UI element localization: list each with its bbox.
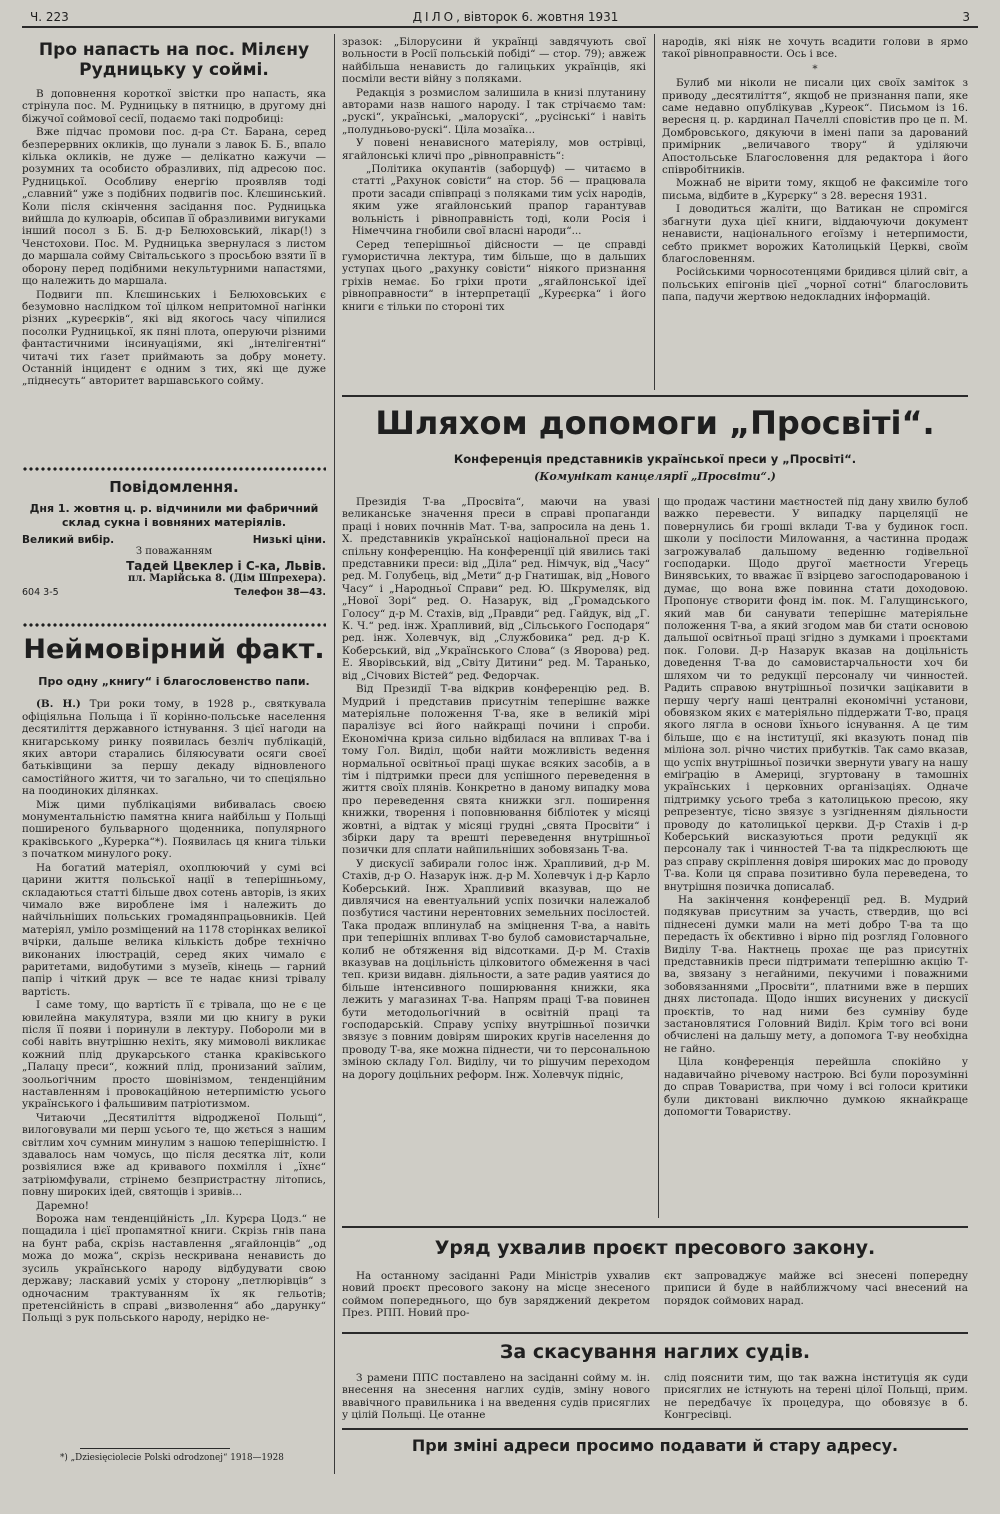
paragraph: Читаючи „Десятиліття відродженої Польщі“, вилоговували ми перш усього те, що жється з нашим світлим хоч сумним минулим з нашою теперішністю. І здавалось нам чомусь, що після десятка літ, коли розвіялися вже ад кривавого похмілля і „їхнє“ затріюмфували, стрінемо безпристрастну літопись, повну широких ідей, святощів і зривів... <box>22 1111 326 1199</box>
article-prosvita-col2 <box>664 496 968 1119</box>
article-subtitle: Конференція представників української преси у „Просвіті“. <box>453 452 857 466</box>
article-subtitle: Про одну „книгу“ і благословенство папи. <box>38 675 310 688</box>
article-note: (Комунікат канцелярії „Просвіти“.) <box>534 470 776 483</box>
paragraph: На богатий матеріял, охоплюючий у сумі всі царини життя польської нації в теперішньому, складаються статті більше двох сотень авторів, із яких чимало вже вироблене імя і належить до найчільніших польських громадянпрацьовників. Цей матеріял, уміло розміщений на 1178 сторінках великої вчірки, дальше велика кількість добре технічно виконаних ілюстрацій, серед яких чимало є раритетами, видобутими з музеїв, кінець — гарний папір і чіткий друк — все те надає книзі трівалу вартість. <box>22 861 326 998</box>
article-title: Шляхом допомоги „Просвіті“. <box>375 404 935 442</box>
paragraph: Три роки тому, в 1928 р., святкувала офіціяльна Польща і її корінно-польське населення десятиліття державного істнування. З цієї нагоди на книгарському ринку появилась безліч публікацій, яких автори старались біляюсувати осяги своєї батьківщини за першу декаду відновленого самостійного життя, чи то загально, чи то спеціяльно на поодиноких ділянках. <box>22 698 326 798</box>
paragraph: На останному засіданні Ради Міністрів ухвалив новий проєкт пресового закону на місце знесеного соймом попереднього, що був заряджений декретом През. РПП. Новий про- <box>342 1270 650 1320</box>
paragraph: У повені ненависного матеріялу, мов острівці, ягайлонські кличі про „рівноправність“: <box>342 137 646 162</box>
newspaper-name: ДІЛО <box>412 10 457 24</box>
notice-phone: Телефон 38—43. <box>234 586 326 598</box>
footer-notice: При зміні адреси просимо подавати й стару адресу. <box>411 1436 899 1455</box>
article-fact-end <box>662 36 968 305</box>
notice-title: Повідомлення. <box>109 478 239 496</box>
paragraph: Російськими чорносотенцями бридився цілий світ, а польських епігонів цієї „чорної сотні“ благословить папа, падучи жертвою недокладних інформацій. <box>662 266 968 304</box>
paragraph: Ціла конференція перейшла спокійно у надавичайно річевому настрою. Всі були порозумінні до справ Товариства, при чому і всі голоси критики були диктовані виключно думкою якнайкраще допомогти Товариству. <box>664 1056 968 1118</box>
issue-date: вівторок 6. жовтня 1931 <box>463 10 619 24</box>
asterisk-separator: * <box>812 62 818 75</box>
notice-ad <box>22 478 326 599</box>
section-divider <box>342 1332 968 1334</box>
article-courts-col1 <box>342 1372 650 1423</box>
paragraph: На закінчення конференції ред. В. Мудрий подякував присутним за участь, ствердив, що всі піднесені думки мали на меті добро Т-ва та що передасть їх обєктивно і вірно під розгляд Головного Виділу Т-ва. Нактнець прохає ще раз присутніх представників преси підтримати теперішню акцію Т-ва, звязану з негайними, пекучими і поважними зобовязаннями „Просвіти“, платними вже в перших днях листопада. Щодо інших висунених у дискусії проєктів, то над ними без сумніву буде застановлятися Головний Виділ. Крім того всі вони обчислені на дальшу мету, а допомога Т-ву необхідна не гайно. <box>664 894 968 1055</box>
notice-regards: З поважанням <box>135 546 213 558</box>
paragraph: І саме тому, що вартість її є трівала, що не є це ювилейна макулятура, взяли ми цю книгу в руки після її появи і поринули в лектуру. Побороли ми в собі навіть внутрішню нехіть, яку мимоволі викликає кожний плід друкарського станка краківського „Палацу преси“, кожний плід, пронизаний заїлим, зоольогічним просто шовінізмом, тенденційним наставленням і провокаційною нетерпимістю усього українського і фальшивим патріотизмом. <box>22 999 326 1111</box>
notice-text: Дня 1. жовтня ц. р. відчинили ми фабричний склад сукна і вовняних матеріялів. <box>29 502 319 529</box>
paragraph: Редакція з розмислом залишила в книзі плутанину авторами назв нашого народу. І так стрічаємо там: „рускі“, українські, „малорускі“, „русінські“ і навіть „полудньово-рускі“. Ціла мозаїка... <box>342 86 646 136</box>
article-press-law-col2 <box>664 1270 968 1308</box>
quotation: „Політика окупантів (заборцуф) — читаємо в статті „Рахунок совісти“ на стор. 56 — працювала проти засади співпраці з поляками тим усіх народів, яким уже ягайлонський прапор гарантував вольність і рівноправність тоді, коли Росія і Німеччина гнобили свої власні народи“... <box>352 163 646 238</box>
article-fact-continued <box>342 36 646 314</box>
footnote: *) „Dziesięciolecie Polski odrodzonej“ 1918—1928 <box>60 1453 284 1463</box>
paragraph: І доводиться жаліти, що Ватикан не спромігся збагнути духа цієї книги, віддаючуючи документ ненависти, національного егоїзму і нетерпимости, себто прикмет ворожих Католицькій Церкві, своїм благословенням. <box>662 203 968 265</box>
footnote-rule <box>80 1448 230 1449</box>
column-rule <box>658 498 659 1218</box>
section-divider <box>342 395 968 397</box>
article-courts-col2 <box>664 1372 968 1423</box>
article-title: Уряд ухвалив проєкт пресового закону. <box>434 1237 876 1259</box>
page-header <box>22 8 978 28</box>
paragraph: З рамени ППС поставлено на засіданні сойму м. ін. внесення на знесення наглих судів, зміну нового ввавічного правильника і на введення судів присяглих у цілій Польщі. Це отанне <box>342 1372 650 1422</box>
page-number: 3 <box>962 10 970 24</box>
masthead-line: ДІЛО, вівторок 6. жовтня 1931 <box>412 10 619 24</box>
paragraph: Між цими публікаціями вибивалась своєю монументальністю памятна книга найбільш у Польщі поширеного бульварного щоденника, популярного краківського „Курерка“*). Появилась ця книга тільки з початком минулого року. <box>22 798 326 861</box>
paragraph: Подвиги пп. Клєшинських і Белюховських є безумовно наслідком тої цілком непритомної нагінки різних „куреєрків“, які від якогось часу чіпилися посолки Рудницької, як пяні плота, оперуючи різними фантастичними інсинуаціями, які „інтелігентні“ читачі тих ґазет приймають за добру монету. Останній інцидент є одним з тих, які ще дуже „піднесуть“ авторитет варшавського сойму. <box>22 288 326 388</box>
paragraph: У дискусії забирали голос інж. Храпливий, д-р М. Стахів, д-р О. Назарук інж. д-р М. Холевчук і д-р Карло Коберський. Інж. Храпливий вказував, що не дивлячися на евентуальний успіх позички належалоб позбутися частини нерентовних земельних посілостей. Така продаж вплинулаб на зміцнення Т-ва, а навіть при теперішніх впливах Т-во булоб самовистарчальне, колиб не обтяження від відсотками. Д-р М. Стахів вказував на доцільність цілковитого обмеження в часі теп. кризи видавн. діяльности, а зате радив уаятися до більше інтенсивного поширювання книжки, яка лежить у магазинах Т-ва. Напрям праці Т-ва повинен бути методольогічний в освітній праці та господарській. Справу успіху внутрішньої позички звязує з повним довірям широких кругів населення до проводу Т-ва, яке можна піднести, чи то персональною зміною складу Гол. Виділу, чи то рішучим переходом на дорогу доцільних реформ. Інж. Холевчук підніс, <box>342 857 650 1081</box>
article-title: Неймовірний факт. <box>23 634 325 665</box>
paragraph: що продаж частини маєтностей під дану хвилю булоб важко перевести. У випадку парцеляції не повернулись би гроші вклади Т-ва у будинок госп. школи у посілости Милowання, а частинна продаж загрожувалаб дальшому веденню годівельної господарки. Щодо другої маєтности Угерець Винявських, то вважає її взірцево загосподарованою і думає, що вона вже повинна стати доходовою. Пропонує створити фонд ім. пок. М. Галущинського, який мав би санувати теперішнє матеріяльне положення Т-ва, а який згодом мав би стати основою дальшої освітньої праці згідно з думками і проєктами пок. Голови. Д-р Назарук вказав на доцільність доведення Т-ва до самовистарчальности хоч би шляхом чи то редукції персоналу чи чинностей. Радить справою внутрішньої позички зацікавити в першу черґу наші централні економічні установи, обовязком яких є матеріяльно піддержати Т-во, праця якого лягла в основи їхнього існування. А це тим більше, що є на інституції, які вказують понад пів міліона зол. річно чистих прибутків. Так само вказав, що успіх внутрішньої позички звернути увагу на нашу еміґрацію в Америці, згуртовану в тамошніх українських і церковних організаціях. Одначе підтримку усього треба з католицькою пресою, яку репрезентує, тісно звязує з узгідненням діяльности проводу до католицької церкви. Д-р Стахів і д-р Коберський висказуються проти редукції як персоналу так і чинностей Т-ва та підкреслюють ще раз справу скріплення довіря широких мас до проводу Т-ва. Коли ця справа позитивно була переведена, то внутрішня позичка дописалаб. <box>664 496 968 893</box>
paragraph: Булиб ми ніколи не писали цих своїх заміток з приводу „десятиліття“, якщоб не признання папи, яке саме недавно опублікував „Куреок“. Письмом із 16. вересня ц. р. кардинал Пачеллі сповістив про це п. М. Домбровського, дякуючи в імені папи за дарований примірник „величавого твору“ й уділяючи Апостольське Благословення для редактора і його співробітників. <box>662 77 968 177</box>
article-rudnytska <box>22 36 326 389</box>
notice-company: Тадей Цвеклер і С-ка, Львів. <box>126 558 326 573</box>
paragraph: Президія Т-ва „Просвіта“, маючи на увазі великанське значення преси в справі пропаганди праці і нових почннів Мат. Т-ва, запросила на день 1. Х. представників української національної преси на спільну конференцію. На конференції цій явились такі представники преси: від „Діла“ ред. Німчук, від „Часу“ ред. М. Голубець, від „Мети“ д-р Гнатишак, від „Нового Часу“ і „Народньої Справи“ ред. Ю. Шкрумеляк, від „Нової Зорі“ ред. О. Назарук, від „Громадського Голосу“ д-р М. Стахів, від „Правди“ ред. Гайдук, від „Г. К. Ч.“ ред. інж. Храпливий, від „Сільського Господаря“ ред. інж. Холевчук, від „Службовика“ ред. д-р К. Коберський, від „Українського Слова“ (з Яворова) ред. Е. Яворівський, від „Світу Дитини“ ред. М. Таранько, від „Січових Вістей“ ред. Федорчак. <box>342 496 650 682</box>
article-title: За скасування наглих судів. <box>499 1341 811 1363</box>
paragraph: зразок: „Білорусини й українці завдячують свої вольности в Росії польській побіді“ — стор. 79); авжеж найбільша ненависть до галицьких українців, які посміли вести війну з поляками. <box>342 36 646 86</box>
dotted-divider <box>22 622 326 628</box>
article-title: Про напасть на пос. Мілєну Рудницьку у соймі. <box>38 40 310 80</box>
section-divider <box>342 1226 968 1228</box>
paragraph: Даремно! <box>36 1199 89 1212</box>
issue-number: Ч. 223 <box>30 10 69 24</box>
column-rule <box>334 34 335 1474</box>
paragraph: єкт запроваджує майже всі знесені попередну приписи й буде в найближчому часі внесений на порядок соймових нарад. <box>664 1270 968 1307</box>
column-rule <box>654 34 655 390</box>
paragraph: народів, які ніяк не хочуть всадити голови в ярмо такої рівноправности. Ось і все. <box>662 36 968 61</box>
article-press-law-col1 <box>342 1270 650 1321</box>
section-divider <box>342 1428 968 1430</box>
author-initials: (В. Н.) <box>36 698 81 711</box>
paragraph: Вже підчас промови пос. д-ра Ст. Барана, серед безперервних окликів, що лунали з лавок Б. Б., впало кілька окликів, не дуже — делікатно кажучи — розумних та особисто образливих, під адресою пос. Рудницької. Особливу енергію проявляв тоді „славний“ уже з подібних подвигів пос. Клєшинський. Коли після скінчення засідання пос. Рудницька вийшла до кулюарів, обсипав її образливими вигуками інший посол з Б. Б. д-р Белюховський, лікар(!) з Ченстохови. Пос. М. Рудницька звернулася з листом до маршала сойму Світальського з просьбою взяти її в оборону перед подібними некультурними напастями, що належить до маршала. <box>22 126 326 288</box>
notice-address: пл. Марійська 8. (Дім Шпрехера). <box>127 573 326 585</box>
paragraph: В доповнення короткої звістки про напасть, яка стрінула пос. М. Рудницьку в пятницю, в другому дні біжучої соймової сесії, подаємо такі подробиці: <box>22 88 326 125</box>
paragraph: Ворожа нам тенденційність „Іл. Курєра Цодз.“ не пощадила і цієї пропамятної книги. Скрізь гнів пана на бунт раба, скрізь наставлення „ягайлонців“ „од можа до можа“, скрізь нескривана ненависть до зусиль українського народу відбудувати свою державу; ласкавий усміх у сторону „петлюрівців“ з одночасним трактуванням їх як гельотів; претенсійність в справі „визволення“ або „дарунку“ Польщі з рук польського народу, нерідко не- <box>22 1213 326 1325</box>
notice-ad-number: 604 3-5 <box>22 586 59 598</box>
notice-right: Низькі ціни. <box>252 534 326 546</box>
paragraph: Від Президії Т-ва відкрив конференцію ред. В. Мудрий і представив присутнім теперішнє важке матеріяльне положення Т-ва, яке в великій мірі паралізує всі його найкращі почини і спроби. Економічна криза сильно відбилася на впливах Т-ва і тому Гол. Виділ, щоби найти можливість ведення нормальної освітньої праці шукає всяких засобів, а в тім і підтримки преси для успішного переведення в життя своїх плянів. Конкретно в даному випадку мова про переведення свята книжки згл. поширення книжки, творення і поповнювання бібліотек у місяці жовтні, а відтак у місяці грудні „свята Просвіти“ і збірки дару та врешті переведення внутрішньої позички для сплати найпильніших зобовязань Т-ва. <box>342 683 650 857</box>
paragraph: слід пояснити тим, що так важна інституція як суди присяглих не істнують на терені цілої Польщі, прим. не передбачує їх процедура, що обовязує в б. Конгресівці. <box>664 1372 968 1422</box>
paragraph: Серед теперішньої дійсности — це справді гумористична лектура, тим більше, що в дальших уступах цього „рахунку совісти“ ніякого признання гріхів немає. Бо гріхи проти „ягайлонської ідеї рівноправности“ в інтерпретації „Куреєрка“ і його книги є тільки по стороні тих <box>342 238 646 313</box>
paragraph: Можнаб не вірити тому, якщоб не факсиміле того письма, відбите в „Курєрку“ з 28. вересня 1931. <box>662 177 968 202</box>
notice-left: Великий вибір. <box>22 534 115 546</box>
dotted-divider <box>22 466 326 472</box>
article-fact <box>22 632 326 1326</box>
article-prosvita-col1 <box>342 496 650 1082</box>
